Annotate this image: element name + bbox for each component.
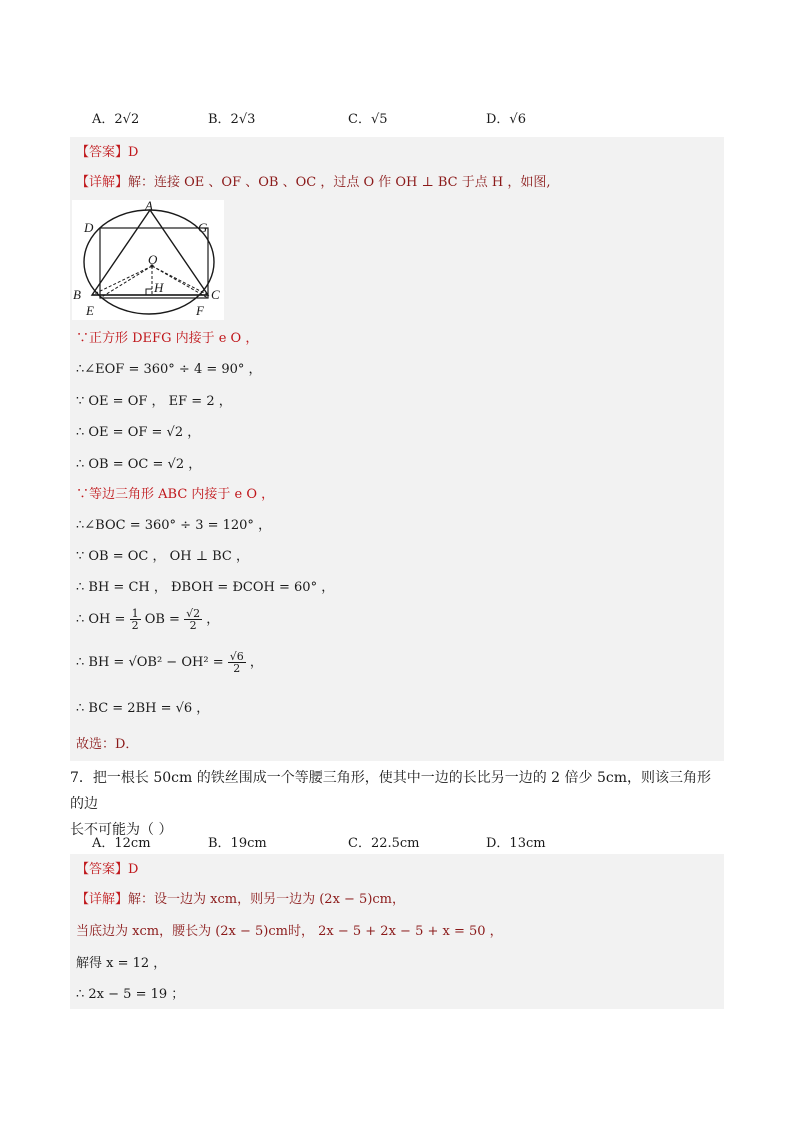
- step-oh-mid: OB =: [144, 612, 180, 627]
- step-7: ∴∠BOC = 360° ÷ 3 = 120° ，: [76, 518, 272, 533]
- step-oh-lhs: ∴ OH =: [76, 612, 126, 627]
- detail-text: 解：连接 OE 、OF 、OB 、OC ，过点 O 作 OH ⊥ BC 于点 H ，如图,: [128, 175, 551, 190]
- step-3: ∵ OE = OF ， EF = 2 ，: [76, 394, 232, 409]
- q7-detail-text-4: ∴ 2x − 5 = 19 ；: [76, 987, 185, 1002]
- step-4: ∴ OE = OF = √2 ，: [76, 425, 201, 440]
- step-2: ∴∠EOF = 360° ÷ 4 = 90° ，: [76, 362, 262, 377]
- step-bh-eq: =: [212, 655, 224, 670]
- step-oh: [76, 608, 219, 631]
- q7-answer-line: [76, 863, 138, 876]
- q7-option-c: C．22.5cm: [348, 836, 420, 851]
- geometry-figure: [72, 200, 224, 320]
- q7-detail-text-3: 解得 x = 12 ，: [76, 956, 167, 971]
- q7-option-b: B．19cm: [208, 836, 267, 851]
- label-g: G: [198, 220, 208, 235]
- step-1: ∵正方形 DEFG 内接于 e O ，: [76, 331, 259, 346]
- q7-answer-value: D: [128, 862, 139, 877]
- answer-label: 【答案】: [76, 145, 129, 160]
- q7-detail-line: [76, 893, 405, 906]
- fraction-den: 2: [233, 662, 241, 675]
- q7-option-a: A．12cm: [92, 836, 151, 851]
- step-bh-lhs: ∴ BH =: [76, 655, 125, 670]
- step-bh-root: √OB² − OH²: [128, 655, 209, 670]
- option-c: C．√5: [348, 112, 388, 127]
- detail-label: 【详解】: [76, 175, 129, 190]
- fraction-num: √6: [229, 650, 244, 663]
- q7-detail-text-1: 解：设一边为 xcm，则另一边为 (2x − 5)cm，: [128, 892, 406, 907]
- label-e: E: [86, 303, 94, 318]
- fraction-root2-half: [184, 608, 202, 631]
- option-b: B．2√3: [208, 112, 256, 127]
- step-bh-end: ，: [249, 655, 263, 670]
- answer-line: [76, 146, 138, 159]
- q7-detail-label: 【详解】: [76, 892, 129, 907]
- step-8: ∵ OB = OC ， OH ⊥ BC ，: [76, 549, 249, 564]
- step-9: ∴ BH = CH ， ÐBOH = ÐCOH = 60° ，: [76, 580, 335, 595]
- step-bc: ∴ BC = 2BH = √6 ，: [76, 701, 210, 716]
- fraction-one-half: [130, 608, 141, 631]
- conclusion: 故选：D．: [76, 737, 139, 752]
- step-bh: [76, 651, 263, 674]
- label-h: H: [154, 280, 164, 295]
- fraction-num: 1: [131, 607, 139, 620]
- question-7-line-1: 7．把一根长 50cm 的铁丝围成一个等腰三角形，使其中一边的长比另一边的 2 倍少 5cm，则该三角形的边: [70, 770, 712, 812]
- q7-option-d: D．13cm: [486, 836, 546, 851]
- label-b: B: [73, 287, 81, 302]
- label-f: F: [196, 303, 204, 318]
- fraction-num: √2: [186, 607, 201, 620]
- fraction-den: 2: [189, 619, 197, 632]
- option-d: D．√6: [486, 112, 526, 127]
- q7-answer-label: 【答案】: [76, 862, 129, 877]
- step-oh-end: ，: [206, 612, 220, 627]
- answer-value: D: [128, 145, 139, 160]
- option-a: A．2√2: [92, 112, 140, 127]
- q7-detail-text-2: 当底边为 xcm，腰长为 (2x − 5)cm时， 2x − 5 + 2x − 5 + x = 50 ，: [76, 924, 503, 939]
- fraction-root6-half: [228, 651, 246, 674]
- detail-line: [76, 176, 550, 189]
- fraction-den: 2: [131, 619, 139, 632]
- step-5: ∴ OB = OC = √2 ，: [76, 457, 202, 472]
- label-a: A: [145, 200, 153, 213]
- label-o: O: [148, 252, 158, 267]
- label-c: C: [211, 287, 220, 302]
- question-7-line-2: 长不可能为（ ）: [70, 822, 173, 838]
- step-6: ∵等边三角形 ABC 内接于 e O ，: [76, 487, 275, 502]
- label-d: D: [84, 220, 94, 235]
